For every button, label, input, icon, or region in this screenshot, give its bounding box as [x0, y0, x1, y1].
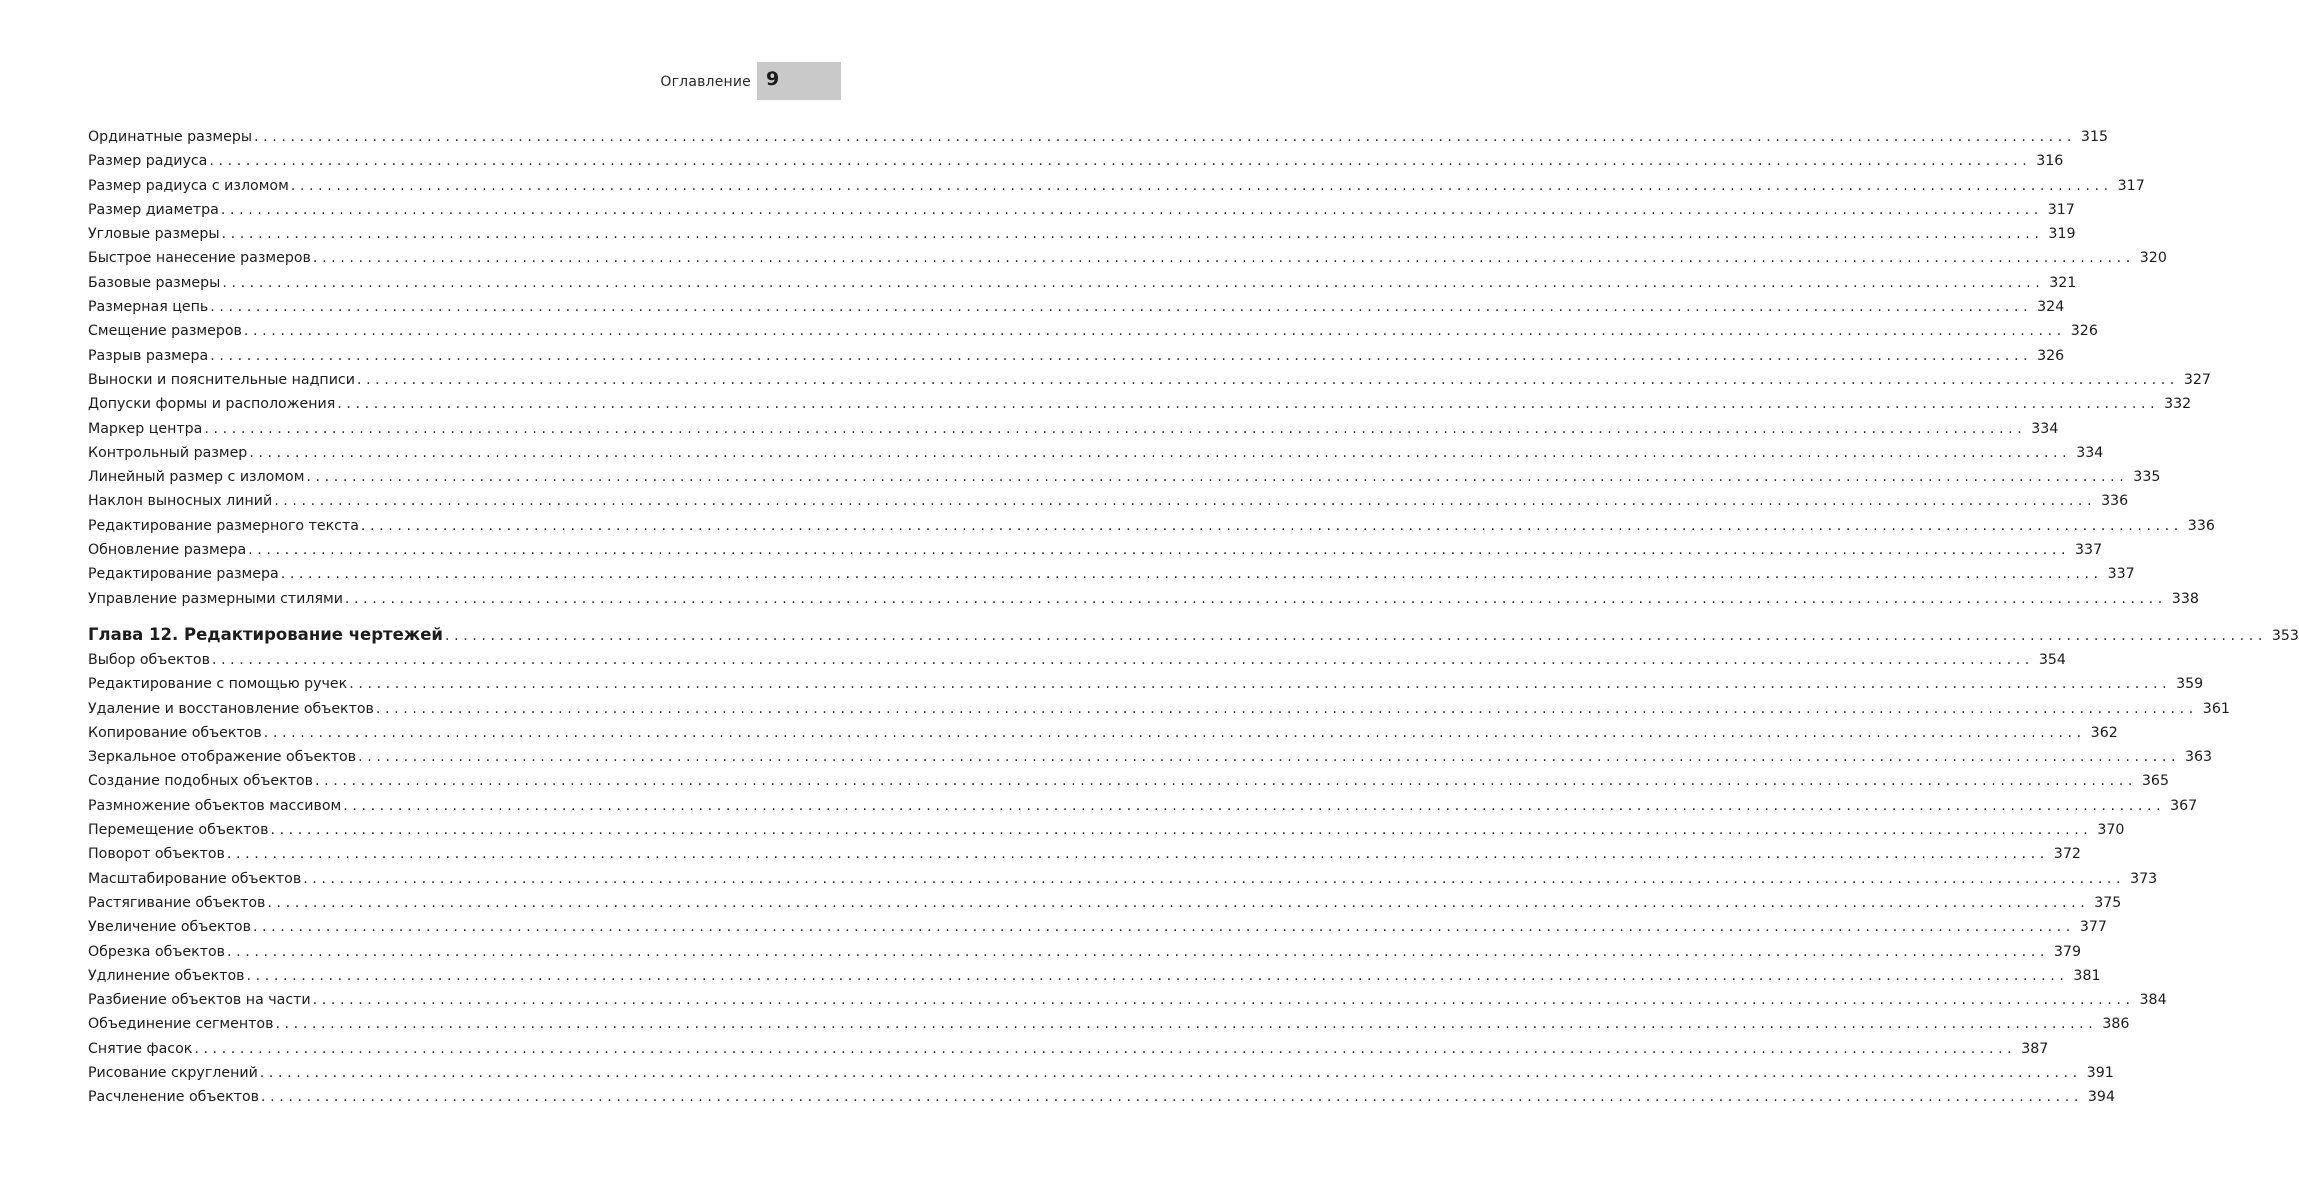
toc-entry-title: Выноски и пояснительные надписи [88, 371, 355, 388]
toc-dot-leader: ........................................................................................................................................................................................................ [344, 590, 2167, 607]
toc-dot-leader: ........................................................................................................................................................................................................ [306, 469, 2129, 486]
toc-entry[interactable] [88, 1037, 2049, 1061]
toc-page-number: 367 [2170, 797, 2198, 814]
toc-entry[interactable] [88, 344, 2065, 368]
toc-entry-title: Обновление размера [88, 542, 247, 559]
toc-page-number: 317 [2047, 201, 2075, 218]
running-header [0, 62, 841, 100]
toc-entry[interactable] [88, 295, 2065, 319]
toc-dot-leader: ........................................................................................................................................................................................................ [444, 627, 2267, 644]
toc-entry[interactable] [88, 514, 2215, 538]
toc-entry-title: Размерная цепь [88, 299, 209, 316]
toc-entry-title: Создание подобных объектов [88, 773, 314, 790]
toc-entry-title: Разбиение объектов на части [88, 992, 311, 1009]
toc-chapter-title: Глава 12. Редактирование чертежей [88, 624, 443, 644]
toc-entry-title: Удлинение объектов [88, 967, 245, 984]
toc-page-number: 334 [2076, 444, 2104, 461]
toc-page-number: 334 [2031, 420, 2059, 437]
toc-page-number: 372 [2053, 846, 2081, 863]
toc-entry-title: Контрольный размер [88, 444, 248, 461]
toc-entry[interactable] [88, 891, 2122, 915]
toc-dot-leader: ........................................................................................................................................................................................................ [211, 651, 2034, 668]
toc-entry-title: Масштабирование объектов [88, 870, 302, 887]
toc-dot-leader: ........................................................................................................................................................................................................ [263, 724, 2086, 741]
toc-entry-title: Быстрое нанесение размеров [88, 250, 311, 267]
table-of-contents [88, 125, 2299, 1110]
toc-page-number: 317 [2117, 177, 2145, 194]
toc-entry[interactable] [88, 271, 2077, 295]
toc-entry-title: Допуски формы и расположения [88, 396, 336, 413]
toc-dot-leader: ........................................................................................................................................................................................................ [227, 943, 2049, 960]
toc-entry[interactable] [88, 1061, 2114, 1085]
toc-dot-leader: ........................................................................................................................................................................................................ [358, 749, 2181, 766]
toc-entry[interactable] [88, 441, 2104, 465]
toc-dot-leader: ........................................................................................................................................................................................................ [290, 177, 2113, 194]
toc-dot-leader: ........................................................................................................................................................................................................ [349, 676, 2172, 693]
toc-entry[interactable] [88, 368, 2211, 392]
toc-entry[interactable] [88, 222, 2076, 246]
toc-entry-title: Размер радиуса с изломом [88, 177, 289, 194]
toc-entry[interactable] [88, 867, 2158, 891]
toc-entry[interactable] [88, 587, 2199, 611]
toc-dot-leader: ........................................................................................................................................................................................................ [246, 967, 2069, 984]
toc-dot-leader: ........................................................................................................................................................................................................ [275, 1016, 2098, 1033]
toc-dot-leader: ........................................................................................................................................................................................................ [210, 347, 2033, 364]
toc-page-number: 332 [2164, 396, 2192, 413]
toc-page-number: 381 [2073, 967, 2101, 984]
toc-dot-leader: ........................................................................................................................................................................................................ [243, 323, 2066, 340]
toc-entry[interactable] [88, 697, 2230, 721]
toc-dot-leader: ........................................................................................................................................................................................................ [226, 846, 2049, 863]
toc-page-number: 338 [2171, 590, 2199, 607]
toc-entry[interactable] [88, 538, 2103, 562]
toc-dot-leader: ........................................................................................................................................................................................................ [261, 1089, 2083, 1106]
toc-page-number: 394 [2087, 1089, 2115, 1106]
toc-entry-title: Редактирование размерного текста [88, 517, 359, 534]
toc-entry[interactable] [88, 745, 2213, 769]
toc-page-number: 384 [2139, 992, 2167, 1009]
toc-dot-leader: ........................................................................................................................................................................................................ [254, 129, 2077, 145]
toc-dot-leader: ........................................................................................................................................................................................................ [312, 992, 2135, 1009]
toc-page-number: 324 [2037, 299, 2065, 316]
toc-page-number: 365 [2141, 773, 2169, 790]
toc-dot-leader: ........................................................................................................................................................................................................ [220, 201, 2043, 218]
toc-entry-title: Расчленение объектов [88, 1089, 260, 1106]
toc-entry[interactable] [88, 392, 2192, 416]
toc-entry[interactable] [88, 794, 2198, 818]
toc-entry[interactable] [88, 818, 2125, 842]
toc-entry-title: Размер диаметра [88, 201, 219, 218]
toc-page-number: 370 [2097, 822, 2125, 839]
toc-page-number: 320 [2139, 250, 2167, 267]
toc-dot-leader: ........................................................................................................................................................................................................ [303, 870, 2126, 887]
toc-page-number: 373 [2130, 870, 2158, 887]
toc-dot-leader: ........................................................................................................................................................................................................ [209, 153, 2032, 170]
toc-entry[interactable] [88, 915, 2107, 939]
toc-entry[interactable] [88, 246, 2167, 270]
toc-entry-title: Рисование скруглений [88, 1064, 258, 1081]
toc-page-number: 336 [2101, 493, 2129, 510]
toc-entry-title: Копирование объектов [88, 724, 262, 741]
toc-page-number: 327 [2183, 371, 2211, 388]
toc-dot-leader: ........................................................................................................................................................................................................ [280, 566, 2103, 583]
toc-entry-title: Снятие фасок [88, 1040, 193, 1057]
toc-dot-leader: ........................................................................................................................................................................................................ [194, 1040, 2017, 1057]
toc-entry[interactable] [88, 769, 2169, 793]
toc-dot-leader: ........................................................................................................................................................................................................ [259, 1064, 2082, 1081]
toc-entry-title: Базовые размеры [88, 274, 221, 291]
toc-entry-title: Управление размерными стилями [88, 590, 343, 607]
toc-entry-title: Смещение размеров [88, 323, 242, 340]
toc-dot-leader: ........................................................................................................................................................................................................ [360, 517, 2183, 534]
toc-page-number: 336 [2187, 517, 2215, 534]
toc-entry-title: Ординатные размеры [88, 129, 253, 145]
toc-dot-leader: ........................................................................................................................................................................................................ [204, 420, 2027, 437]
toc-page-number: 315 [2080, 129, 2109, 145]
toc-dot-leader: ........................................................................................................................................................................................................ [249, 444, 2072, 461]
toc-entry-title: Размер радиуса [88, 153, 208, 170]
toc-entry[interactable] [88, 648, 2066, 672]
toc-dot-leader: ........................................................................................................................................................................................................ [248, 542, 2071, 559]
toc-dot-leader: ........................................................................................................................................................................................................ [312, 250, 2135, 267]
toc-page-number: 377 [2079, 919, 2107, 936]
toc-page-number: 375 [2094, 894, 2122, 911]
toc-entry-title: Маркер центра [88, 420, 203, 437]
toc-dot-leader: ........................................................................................................................................................................................................ [337, 396, 2160, 413]
toc-dot-leader: ........................................................................................................................................................................................................ [356, 371, 2179, 388]
toc-entry-title: Линейный размер с изломом [88, 469, 305, 486]
toc-dot-leader: ........................................................................................................................................................................................................ [270, 822, 2093, 839]
toc-page-number: 316 [2036, 153, 2064, 170]
toc-chapter-entry[interactable] [88, 622, 2299, 648]
toc-entry[interactable] [88, 672, 2204, 696]
toc-page-number: 337 [2107, 566, 2135, 583]
toc-dot-leader: ........................................................................................................................................................................................................ [315, 773, 2137, 790]
toc-page-number: 353 [2271, 627, 2299, 644]
toc-page-number: 354 [2038, 651, 2066, 668]
toc-page-number: 326 [2070, 323, 2098, 340]
toc-entry-title: Увеличение объектов [88, 919, 251, 936]
toc-entry[interactable] [88, 562, 2135, 586]
toc-page-number: 387 [2021, 1040, 2049, 1057]
toc-entry-title: Разрыв размера [88, 347, 209, 364]
toc-entry[interactable] [88, 319, 2098, 343]
toc-entry-title: Угловые размеры [88, 226, 220, 243]
toc-entry[interactable] [88, 1012, 2130, 1036]
toc-entry-title: Объединение сегментов [88, 1016, 274, 1033]
toc-dot-leader: ........................................................................................................................................................................................................ [221, 226, 2044, 243]
toc-entry-title: Обрезка объектов [88, 943, 226, 960]
toc-page-number: 335 [2133, 469, 2161, 486]
toc-entry-title: Редактирование размера [88, 566, 279, 583]
toc-entry[interactable] [88, 964, 2101, 988]
toc-page-number: 379 [2053, 943, 2081, 960]
toc-entry[interactable] [88, 842, 2081, 866]
toc-entry-title: Растягивание объектов [88, 894, 266, 911]
toc-dot-leader: ........................................................................................................................................................................................................ [343, 797, 2166, 814]
toc-page-number: 337 [2075, 542, 2103, 559]
toc-entry[interactable] [88, 198, 2075, 222]
toc-page-number: 391 [2086, 1064, 2114, 1081]
toc-entry[interactable] [88, 1085, 2115, 1109]
toc-entry[interactable] [88, 125, 2109, 149]
toc-entry-title: Удаление и восстановление объектов [88, 700, 374, 717]
toc-dot-leader: ........................................................................................................................................................................................................ [222, 274, 2045, 291]
toc-entry-title: Размножение объектов массивом [88, 797, 342, 814]
toc-dot-leader: ........................................................................................................................................................................................................ [267, 894, 2090, 911]
toc-entry-title: Выбор объектов [88, 651, 210, 668]
toc-page-number: 319 [2048, 226, 2076, 243]
toc-entry[interactable] [88, 988, 2167, 1012]
toc-entry[interactable] [88, 940, 2081, 964]
toc-page-number: 359 [2176, 676, 2204, 693]
toc-entry-title: Наклон выносных линий [88, 493, 273, 510]
toc-page-number: 361 [2202, 700, 2230, 717]
toc-dot-leader: ........................................................................................................................................................................................................ [375, 700, 2198, 717]
toc-page-number: 386 [2102, 1016, 2130, 1033]
toc-dot-leader: ........................................................................................................................................................................................................ [252, 919, 2075, 936]
page-number-tab [757, 62, 841, 100]
running-title: Оглавление [660, 74, 751, 90]
toc-entry-title: Поворот объектов [88, 846, 225, 863]
toc-page-number: 363 [2184, 749, 2213, 766]
toc-dot-leader: ........................................................................................................................................................................................................ [274, 493, 2097, 510]
toc-page-number: 326 [2037, 347, 2065, 364]
toc-entry[interactable] [88, 465, 2161, 489]
toc-entry-title: Редактирование с помощью ручек [88, 676, 348, 693]
toc-page-number: 362 [2090, 724, 2118, 741]
toc-page-number: 321 [2049, 274, 2077, 291]
toc-entry[interactable] [88, 149, 2064, 173]
toc-dot-leader: ........................................................................................................................................................................................................ [210, 299, 2033, 316]
toc-entry-title: Зеркальное отображение объектов [88, 749, 357, 766]
toc-entry[interactable] [88, 721, 2118, 745]
toc-entry-title: Перемещение объектов [88, 822, 269, 839]
toc-entry[interactable] [88, 174, 2145, 198]
toc-entry[interactable] [88, 417, 2059, 441]
page-number: 9 [766, 68, 780, 90]
toc-entry[interactable] [88, 489, 2129, 513]
